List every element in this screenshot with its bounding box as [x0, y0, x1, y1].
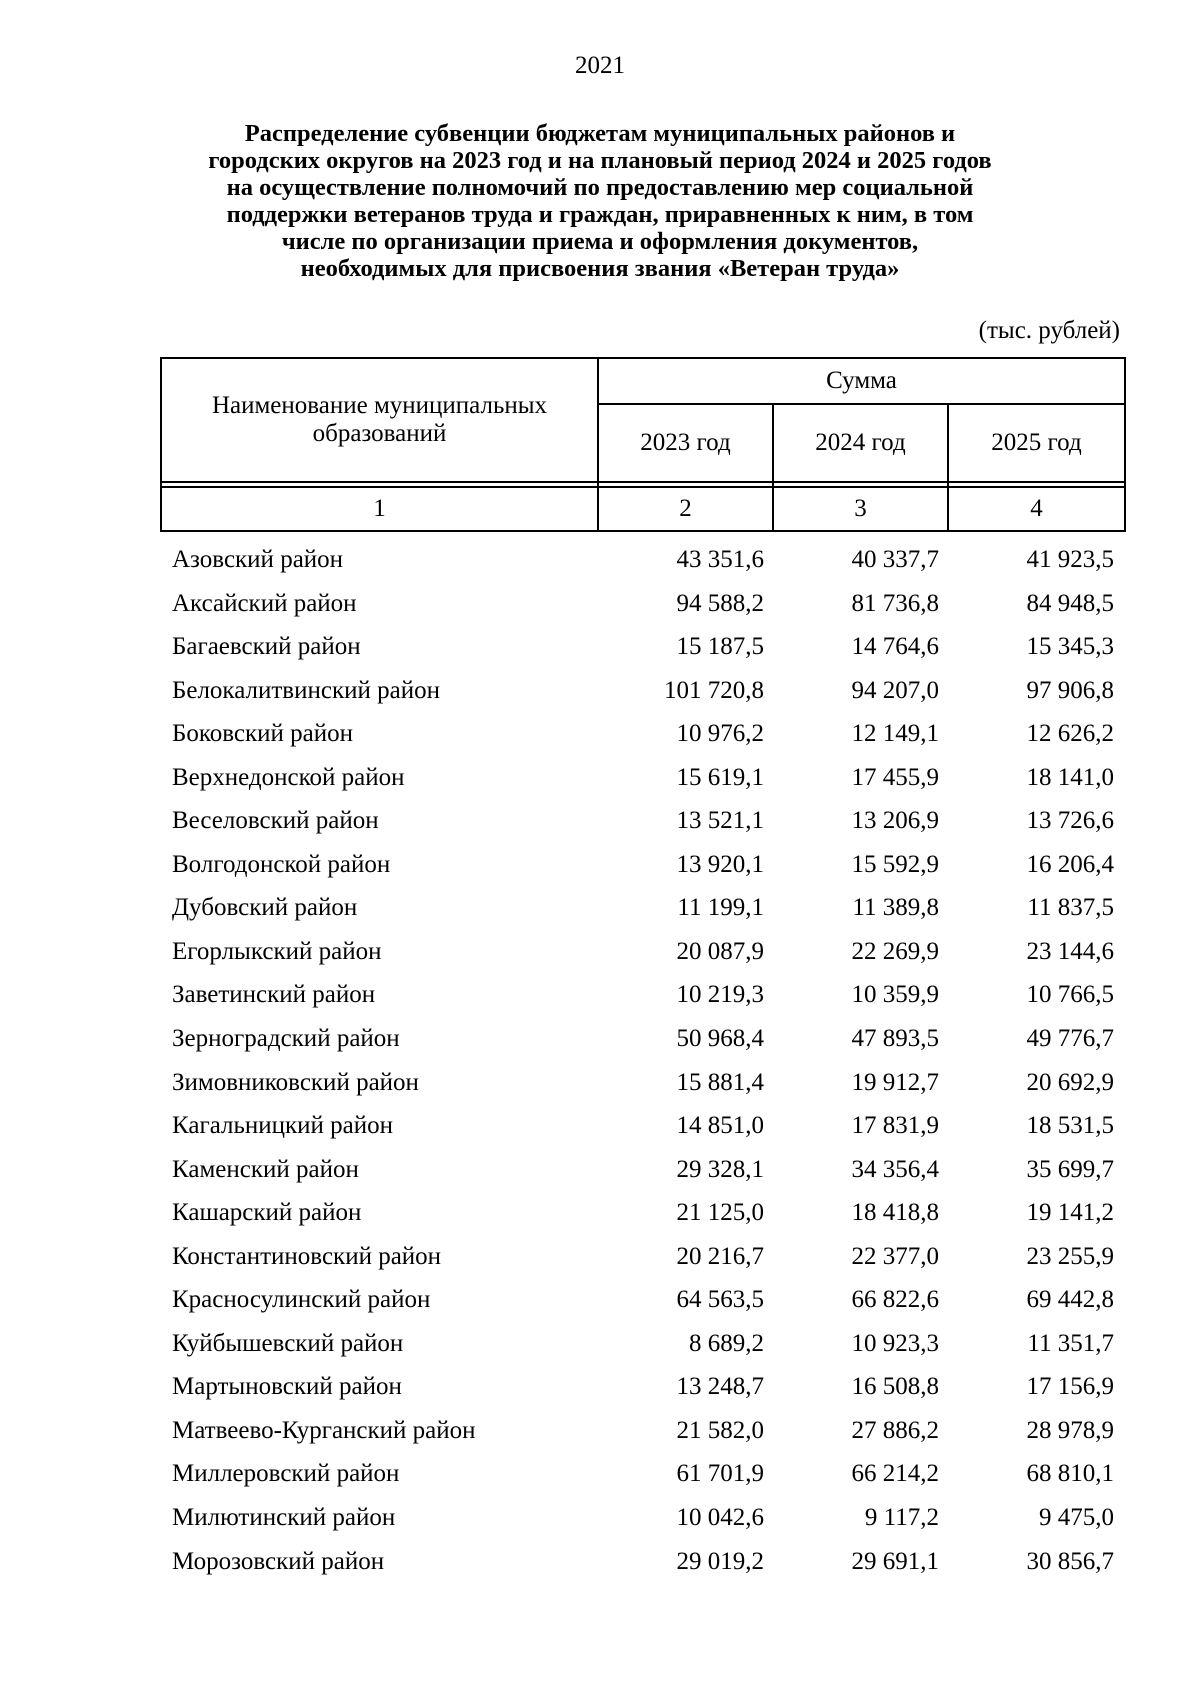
table-row	[160, 669, 1125, 713]
title-line: необходимых для присвоения звания «Ветеран труда»	[300, 255, 900, 282]
table-row	[160, 843, 1125, 887]
value-2025: 28 978,9	[1026, 1416, 1114, 1444]
municipality-name: Дубовский район	[172, 894, 358, 922]
table-row	[160, 1017, 1125, 1061]
value-2023: 13 920,1	[676, 850, 764, 878]
value-2024: 29 691,1	[851, 1547, 939, 1575]
value-2023: 10 042,6	[676, 1504, 764, 1532]
header-year-2024: 2024 год	[773, 404, 948, 482]
value-2025: 11 837,5	[1027, 894, 1114, 922]
value-2024: 16 508,8	[851, 1373, 939, 1401]
document-title	[160, 120, 1040, 282]
value-2025: 11 351,7	[1027, 1329, 1114, 1357]
table-row	[160, 886, 1125, 930]
value-2023: 10 976,2	[676, 720, 764, 748]
value-2025: 16 206,4	[1026, 850, 1114, 878]
municipality-name: Кагальницкий район	[172, 1112, 394, 1140]
table-row	[160, 1452, 1125, 1496]
value-2024: 9 117,2	[864, 1504, 939, 1532]
municipality-name: Веселовский район	[172, 807, 379, 835]
table-row	[160, 712, 1125, 756]
value-2024: 22 269,9	[851, 937, 939, 965]
column-number: 4	[948, 487, 1125, 531]
value-2024: 11 389,8	[852, 894, 939, 922]
value-2025: 68 810,1	[1026, 1460, 1114, 1488]
municipality-name: Волгодонской район	[172, 850, 391, 878]
table-row	[160, 1278, 1125, 1322]
municipality-name: Боковский район	[172, 720, 353, 748]
value-2024: 34 356,4	[851, 1155, 939, 1183]
municipality-name: Верхнедонской район	[172, 763, 405, 791]
value-2024: 27 886,2	[851, 1416, 939, 1444]
value-2023: 61 701,9	[676, 1460, 764, 1488]
table-row	[160, 582, 1125, 626]
value-2025: 97 906,8	[1026, 676, 1114, 704]
municipality-name: Мартыновский район	[172, 1373, 402, 1401]
value-2025: 41 923,5	[1026, 546, 1114, 573]
value-2025: 30 856,7	[1026, 1547, 1114, 1575]
value-2025: 23 144,6	[1026, 937, 1114, 965]
value-2023: 64 563,5	[676, 1286, 764, 1314]
value-2023: 15 619,1	[676, 763, 764, 791]
value-2023: 29 019,2	[676, 1547, 764, 1575]
table-row	[160, 1496, 1125, 1540]
municipality-name: Зимовниковский район	[172, 1068, 419, 1096]
value-2024: 17 831,9	[851, 1112, 939, 1140]
header-municipality-name: Наименование муниципальных образований	[161, 358, 598, 482]
value-2024: 10 923,3	[851, 1329, 939, 1357]
value-2025: 69 442,8	[1026, 1286, 1114, 1314]
table-row	[160, 756, 1125, 800]
units-label: (тыс. рублей)	[978, 317, 1120, 344]
header-year-2023: 2023 год	[598, 404, 773, 482]
table-row	[160, 1409, 1125, 1453]
value-2023: 101 720,8	[664, 676, 764, 704]
title-line: поддержки ветеранов труда и граждан, приравненных к ним, в том	[226, 201, 974, 228]
table-row	[160, 1540, 1125, 1584]
table-row	[160, 1235, 1125, 1279]
value-2023: 50 968,4	[676, 1025, 764, 1053]
municipality-name: Зерноградский район	[172, 1025, 400, 1053]
value-2025: 12 626,2	[1026, 720, 1114, 748]
municipality-name: Куйбышевский район	[172, 1329, 404, 1357]
value-2025: 23 255,9	[1026, 1242, 1114, 1270]
column-number: 1	[161, 487, 598, 531]
column-number: 3	[773, 487, 948, 531]
value-2023: 20 087,9	[676, 937, 764, 965]
value-2024: 17 455,9	[851, 763, 939, 791]
table-row	[160, 973, 1125, 1017]
municipality-name: Белокалитвинский район	[172, 676, 440, 704]
table-row	[160, 625, 1125, 669]
value-2025: 18 531,5	[1026, 1112, 1114, 1140]
value-2024: 10 359,9	[851, 981, 939, 1009]
municipality-name: Кашарский район	[172, 1199, 362, 1227]
value-2024: 81 736,8	[851, 589, 939, 617]
title-line: Распределение субвенции бюджетам муниципальных районов и	[244, 120, 956, 147]
table-row	[160, 1148, 1125, 1192]
value-2025: 9 475,0	[1039, 1504, 1114, 1532]
header-sum: Сумма	[598, 358, 1125, 404]
value-2024: 15 592,9	[851, 850, 939, 878]
value-2025: 15 345,3	[1026, 633, 1114, 661]
value-2023: 13 521,1	[676, 807, 764, 835]
municipality-name: Каменский район	[172, 1155, 359, 1183]
table-header	[160, 357, 1126, 532]
title-line: городских округов на 2023 год и на плановый период 2024 и 2025 годов	[208, 147, 992, 174]
value-2024: 66 822,6	[851, 1286, 939, 1314]
table-row	[160, 799, 1125, 843]
value-2024: 19 912,7	[851, 1068, 939, 1096]
value-2024: 66 214,2	[851, 1460, 939, 1488]
value-2024: 47 893,5	[851, 1025, 939, 1053]
header-year-2025: 2025 год	[948, 404, 1125, 482]
value-2025: 17 156,9	[1026, 1373, 1114, 1401]
municipality-name: Константиновский район	[172, 1242, 442, 1270]
value-2024: 40 337,7	[851, 546, 939, 573]
value-2023: 8 689,2	[689, 1329, 764, 1357]
table-row	[160, 1322, 1125, 1366]
value-2023: 94 588,2	[676, 589, 764, 617]
value-2024: 94 207,0	[851, 676, 939, 704]
value-2023: 21 582,0	[676, 1416, 764, 1444]
table-row	[160, 1191, 1125, 1235]
municipality-name: Аксайский район	[172, 589, 357, 617]
value-2023: 29 328,1	[676, 1155, 764, 1183]
municipality-name: Багаевский район	[172, 633, 361, 661]
value-2025: 35 699,7	[1026, 1155, 1114, 1183]
value-2023: 21 125,0	[676, 1199, 764, 1227]
municipality-name: Егорлыкский район	[172, 937, 382, 965]
value-2023: 10 219,3	[676, 981, 764, 1009]
municipality-name: Миллеровский район	[172, 1460, 400, 1488]
value-2024: 18 418,8	[851, 1199, 939, 1227]
value-2023: 43 351,6	[676, 546, 764, 573]
value-2024: 14 764,6	[851, 633, 939, 661]
value-2023: 15 881,4	[676, 1068, 764, 1096]
municipality-name: Морозовский район	[172, 1547, 385, 1575]
value-2024: 13 206,9	[851, 807, 939, 835]
value-2024: 12 149,1	[851, 720, 939, 748]
value-2023: 15 187,5	[676, 633, 764, 661]
municipality-name: Матвеево-Курганский район	[172, 1416, 476, 1444]
municipality-name: Заветинский район	[172, 981, 376, 1009]
table-row	[160, 1104, 1125, 1148]
table-row	[160, 538, 1125, 582]
value-2024: 22 377,0	[851, 1242, 939, 1270]
value-2025: 49 776,7	[1026, 1025, 1114, 1053]
value-2023: 13 248,7	[676, 1373, 764, 1401]
table-body	[160, 538, 1125, 1583]
value-2025: 13 726,6	[1026, 807, 1114, 835]
value-2025: 19 141,2	[1026, 1199, 1114, 1227]
title-line: числе по организации приема и оформления документов,	[281, 228, 919, 255]
table-row	[160, 1061, 1125, 1105]
value-2023: 20 216,7	[676, 1242, 764, 1270]
value-2023: 11 199,1	[677, 894, 764, 922]
value-2023: 14 851,0	[676, 1112, 764, 1140]
column-number: 2	[598, 487, 773, 531]
table-row	[160, 1365, 1125, 1409]
municipality-name: Красносулинский район	[172, 1286, 431, 1314]
table-row	[160, 930, 1125, 974]
value-2025: 18 141,0	[1026, 763, 1114, 791]
value-2025: 20 692,9	[1026, 1068, 1114, 1096]
title-line: на осуществление полномочий по предоставлению мер социальной	[226, 174, 974, 201]
municipality-name: Милютинский район	[172, 1504, 396, 1532]
municipality-name: Азовский район	[172, 546, 344, 573]
value-2025: 84 948,5	[1026, 589, 1114, 617]
page-number: 2021	[575, 52, 625, 79]
value-2025: 10 766,5	[1026, 981, 1114, 1009]
